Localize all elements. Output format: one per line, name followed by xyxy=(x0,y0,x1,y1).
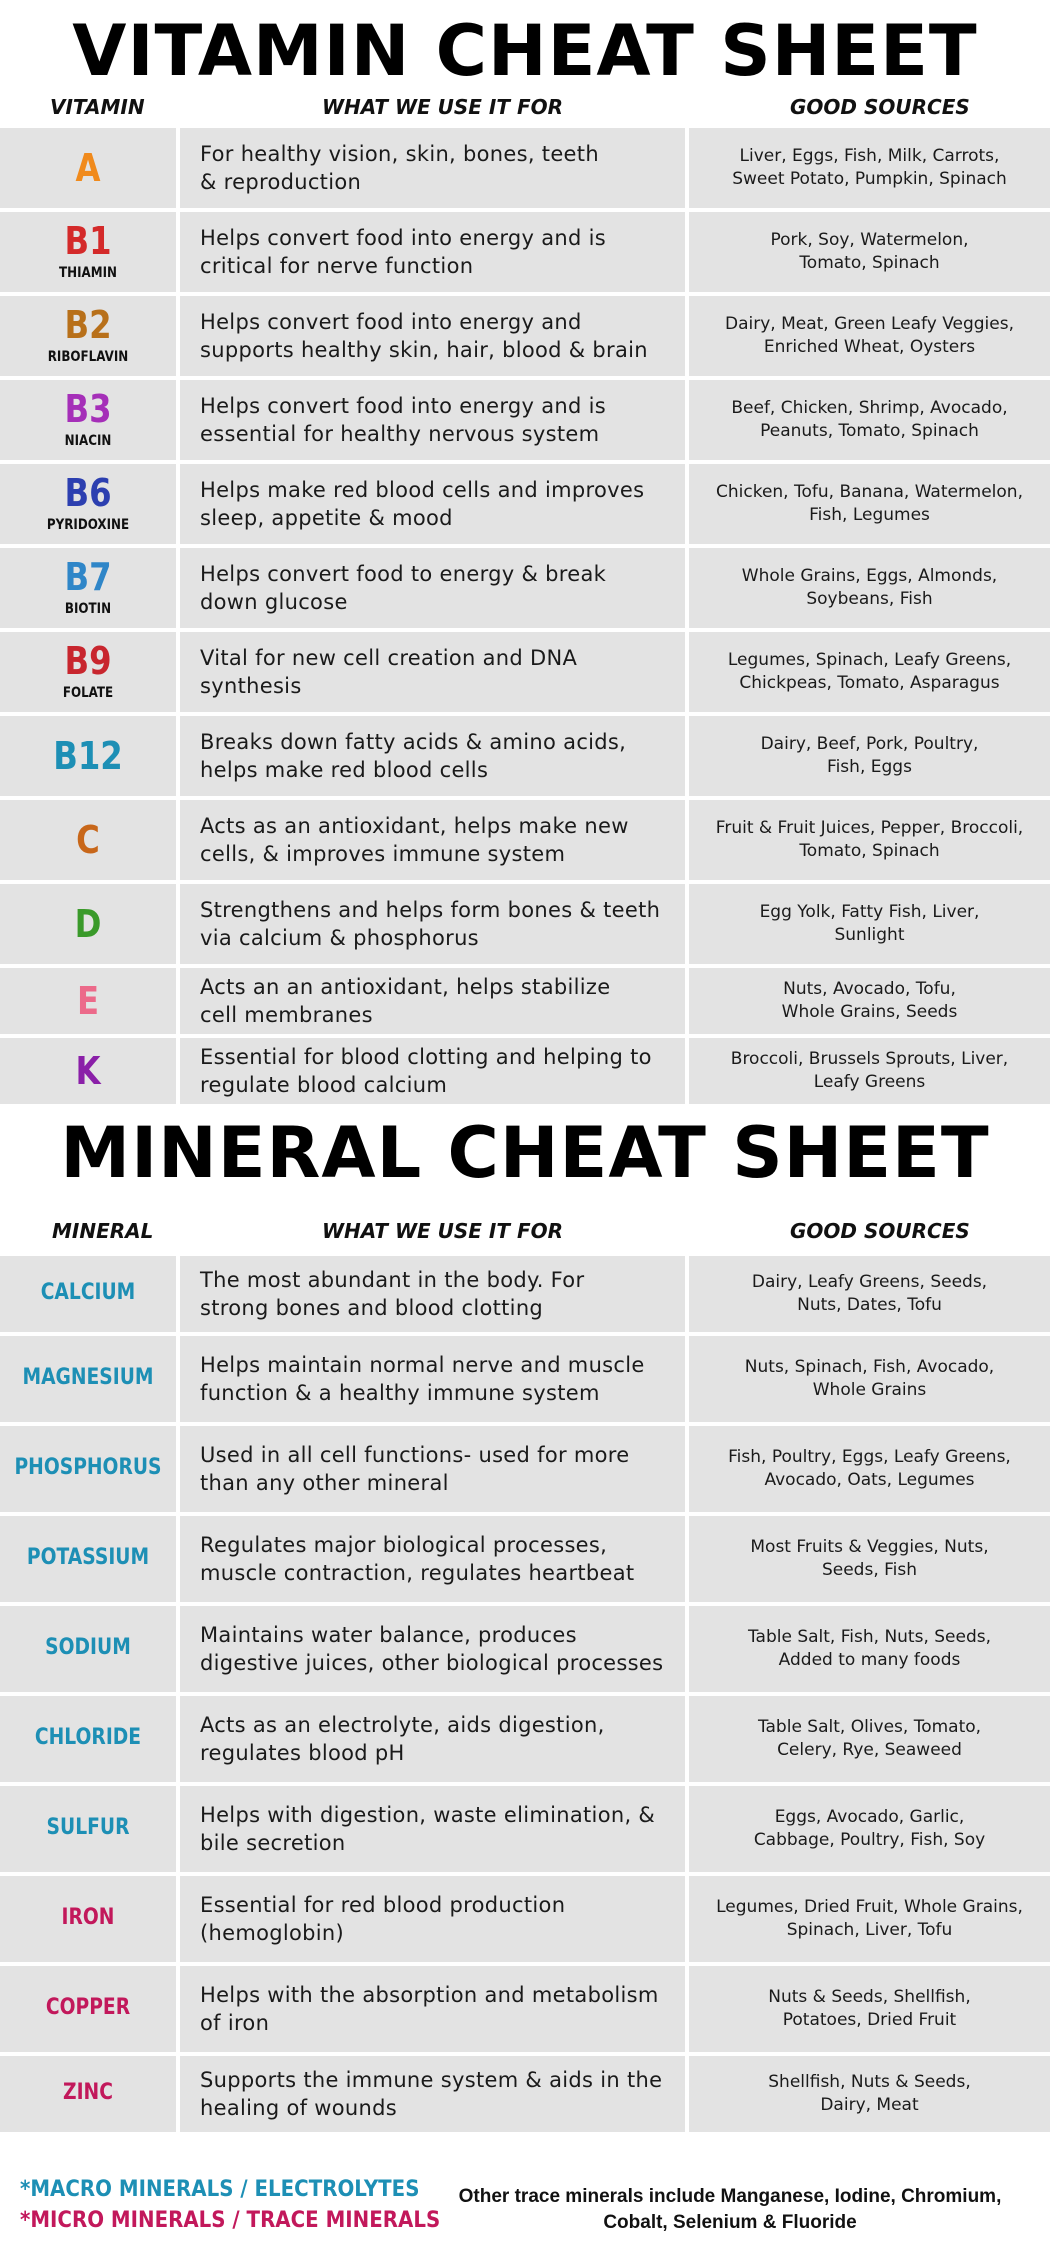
mineral-use-cell xyxy=(180,1256,685,1332)
mineral-name: CALCIUM xyxy=(40,1280,136,1305)
mineral-row xyxy=(0,1966,1050,2052)
mineral-sources-line: Potatoes, Dried Fruit xyxy=(782,2010,957,2030)
vitamin-sources-line: Legumes, Spinach, Leafy Greens, xyxy=(727,650,1012,670)
vitamin-letter: E xyxy=(76,979,100,1023)
mineral-sources-text xyxy=(689,1806,1050,1852)
mineral-use-line: Helps with the absorption and metabolism xyxy=(200,1983,659,2007)
vitamin-sources-cell xyxy=(689,296,1050,376)
mineral-use-text xyxy=(200,1351,680,1407)
vitamin-name-cell xyxy=(0,968,176,1034)
mineral-sources-line: Nuts, Dates, Tofu xyxy=(797,1295,942,1315)
vitamin-use-line: regulate blood calcium xyxy=(200,1073,448,1097)
vitamin-sources-line: Sunlight xyxy=(834,925,905,945)
mineral-sources-cell xyxy=(689,1516,1050,1602)
vitamin-sources-text xyxy=(689,397,1050,443)
mineral-name: SODIUM xyxy=(45,1635,131,1660)
mineral-sources-line: Dairy, Meat xyxy=(820,2095,919,2115)
mineral-sources-line: Celery, Rye, Seaweed xyxy=(777,1740,962,1760)
mineral-use-line: strong bones and blood clotting xyxy=(200,1296,544,1320)
mineral-use-line: Helps with digestion, waste elimination, & xyxy=(200,1803,656,1827)
mineral-row xyxy=(0,1516,1050,1602)
vitamin-row xyxy=(0,380,1050,460)
vitamin-sources-cell xyxy=(689,884,1050,964)
vitamin-use-line: Strengthens and helps form bones & teeth xyxy=(200,898,661,922)
vitamin-use-line: Acts an an antioxidant, helps stabilize xyxy=(200,975,611,999)
vitamin-sources-line: Chicken, Tofu, Banana, Watermelon, xyxy=(715,482,1023,502)
mineral-name: PHOSPHORUS xyxy=(14,1455,162,1480)
mineral-row xyxy=(0,1256,1050,1332)
mineral-use-cell xyxy=(180,1516,685,1602)
mineral-name: SULFUR xyxy=(46,1815,130,1840)
vitamin-use-cell xyxy=(180,968,685,1034)
mineral-sheet-title: MINERAL CHEAT SHEET xyxy=(60,1112,990,1194)
vitamin-name-cell xyxy=(0,632,176,712)
mineral-sources-line: Legumes, Dried Fruit, Whole Grains, xyxy=(716,1897,1023,1917)
vitamin-name-cell xyxy=(0,212,176,292)
legend-micro-minerals: *MICRO MINERALS / TRACE MINERALS xyxy=(20,2208,441,2233)
mineral-use-cell xyxy=(180,1696,685,1782)
vitamin-use-cell xyxy=(180,296,685,376)
mineral-row xyxy=(0,1876,1050,1962)
vitamin-use-cell xyxy=(180,212,685,292)
vitamin-use-text xyxy=(200,644,680,700)
mineral-use-text xyxy=(200,1531,680,1587)
mineral-sources-cell xyxy=(689,1336,1050,1422)
mineral-use-line: Maintains water balance, produces xyxy=(200,1623,577,1647)
vitamin-sources-cell xyxy=(689,800,1050,880)
vitamin-use-cell xyxy=(180,548,685,628)
mineral-sources-line: Avocado, Oats, Legumes xyxy=(764,1470,975,1490)
vitamin-use-cell xyxy=(180,1038,685,1104)
vitamin-chemical-name: RIBOFLAVIN xyxy=(47,349,129,365)
vitamin-row xyxy=(0,464,1050,544)
vitamin-name-cell xyxy=(0,1038,176,1104)
mineral-use-text xyxy=(200,1891,680,1947)
mineral-sources-line: Spinach, Liver, Tofu xyxy=(786,1920,953,1940)
vitamin-row xyxy=(0,632,1050,712)
vitamin-letter: B1 xyxy=(64,219,112,263)
vitamin-use-cell xyxy=(180,464,685,544)
vitamin-use-text xyxy=(200,392,680,448)
vitamin-use-line: synthesis xyxy=(200,674,302,698)
vitamin-column-header: VITAMIN xyxy=(50,95,145,119)
vitamin-use-line: sleep, appetite & mood xyxy=(200,506,453,530)
vitamin-use-text xyxy=(200,560,680,616)
vitamin-letter: B9 xyxy=(64,639,112,683)
vitamin-sources-text xyxy=(689,229,1050,275)
vitamin-use-line: Helps make red blood cells and improves xyxy=(200,478,645,502)
mineral-use-text xyxy=(200,1801,680,1857)
vitamin-name-cell xyxy=(0,296,176,376)
vitamin-name-cell xyxy=(0,800,176,880)
vitamin-sources-line: Fish, Eggs xyxy=(827,757,912,777)
vitamin-chemical-name: PYRIDOXINE xyxy=(46,517,130,533)
mineral-use-line: regulates blood pH xyxy=(200,1741,405,1765)
mineral-use-line: Regulates major biological processes, xyxy=(200,1533,608,1557)
mineral-name-cell xyxy=(0,1336,176,1422)
mineral-name: CHLORIDE xyxy=(34,1725,142,1750)
vitamin-name-cell xyxy=(0,464,176,544)
vitamin-use-text xyxy=(200,224,680,280)
mineral-sources-line: Cabbage, Poultry, Fish, Soy xyxy=(753,1830,986,1850)
mineral-use-text xyxy=(200,1711,680,1767)
mineral-sources-text xyxy=(689,1536,1050,1582)
mineral-sources-text xyxy=(689,1626,1050,1672)
vitamin-chemical-name: NIACIN xyxy=(64,433,112,449)
vitamin-use-text xyxy=(200,1043,680,1099)
vitamin-sources-line: Nuts, Avocado, Tofu, xyxy=(783,979,956,999)
mineral-name-cell xyxy=(0,1966,176,2052)
mineral-use-text xyxy=(200,1981,680,2037)
vitamin-use-line: Essential for blood clotting and helping to xyxy=(200,1045,652,1069)
mineral-name-cell xyxy=(0,1426,176,1512)
vitamin-sources-cell xyxy=(689,212,1050,292)
vitamin-sources-cell xyxy=(689,548,1050,628)
vitamin-use-line: critical for nerve function xyxy=(200,254,474,278)
vitamin-use-text xyxy=(200,308,680,364)
vitamin-use-line: supports healthy skin, hair, blood & brain xyxy=(200,338,648,362)
vitamin-sources-line: Dairy, Meat, Green Leafy Veggies, xyxy=(725,314,1014,334)
mineral-use-line: Essential for red blood production xyxy=(200,1893,566,1917)
vitamin-use-cell xyxy=(180,632,685,712)
mineral-use-column-header: WHAT WE USE IT FOR xyxy=(322,1219,564,1243)
mineral-use-text xyxy=(200,1621,680,1677)
mineral-sources-line: Shellfish, Nuts & Seeds, xyxy=(768,2072,971,2092)
legend-macro-minerals: *MACRO MINERALS / ELECTROLYTES xyxy=(20,2177,420,2202)
mineral-use-line: muscle contraction, regulates heartbeat xyxy=(200,1561,635,1585)
vitamin-sources-cell xyxy=(689,380,1050,460)
vitamin-use-line: Vital for new cell creation and DNA xyxy=(200,646,578,670)
mineral-row xyxy=(0,1786,1050,1872)
vitamin-use-text xyxy=(200,812,680,868)
vitamin-letter: B7 xyxy=(64,555,112,599)
vitamin-chemical-name: FOLATE xyxy=(62,685,114,701)
mineral-row xyxy=(0,1426,1050,1512)
mineral-name: COPPER xyxy=(45,1995,131,2020)
mineral-use-line: The most abundant in the body. For xyxy=(200,1268,585,1292)
vitamin-sources-text xyxy=(689,481,1050,527)
mineral-use-line: (hemoglobin) xyxy=(200,1921,345,1945)
vitamin-sources-line: Peanuts, Tomato, Spinach xyxy=(760,421,979,441)
mineral-name-cell xyxy=(0,1256,176,1332)
vitamin-name-cell xyxy=(0,716,176,796)
mineral-use-text xyxy=(200,1266,680,1322)
mineral-sources-cell xyxy=(689,1256,1050,1332)
vitamin-sources-line: Beef, Chicken, Shrimp, Avocado, xyxy=(731,398,1008,418)
mineral-sources-text xyxy=(689,1896,1050,1942)
vitamin-sources-cell xyxy=(689,464,1050,544)
vitamin-name-cell xyxy=(0,380,176,460)
vitamin-use-line: & reproduction xyxy=(200,170,362,194)
mineral-use-line: of iron xyxy=(200,2011,270,2035)
vitamin-row xyxy=(0,716,1050,796)
vitamin-letter: A xyxy=(75,146,101,190)
mineral-row xyxy=(0,1606,1050,1692)
vitamin-sources-cell xyxy=(689,632,1050,712)
vitamin-sources-line: Whole Grains, Eggs, Almonds, xyxy=(741,566,998,586)
vitamin-use-line: via calcium & phosphorus xyxy=(200,926,479,950)
vitamin-use-line: cell membranes xyxy=(200,1003,373,1027)
vitamin-use-text xyxy=(200,728,680,784)
mineral-use-line: digestive juices, other biological processes xyxy=(200,1651,664,1675)
mineral-name-cell xyxy=(0,1606,176,1692)
vitamin-sources-line: Enriched Wheat, Oysters xyxy=(763,337,976,357)
mineral-sources-line: Fish, Poultry, Eggs, Leafy Greens, xyxy=(728,1447,1011,1467)
vitamin-use-line: Acts as an antioxidant, helps make new xyxy=(200,814,629,838)
vitamin-name-cell xyxy=(0,548,176,628)
vitamin-row xyxy=(0,800,1050,880)
vitamin-row xyxy=(0,1038,1050,1104)
mineral-name-cell xyxy=(0,1786,176,1872)
vitamin-sources-line: Sweet Potato, Pumpkin, Spinach xyxy=(732,169,1007,189)
mineral-sources-cell xyxy=(689,2056,1050,2132)
mineral-name: MAGNESIUM xyxy=(22,1365,154,1390)
vitamin-sources-cell xyxy=(689,1038,1050,1104)
mineral-name: POTASSIUM xyxy=(26,1545,150,1570)
vitamin-sources-text xyxy=(689,901,1050,947)
mineral-sources-line: Eggs, Avocado, Garlic, xyxy=(774,1807,965,1827)
vitamin-sources-line: Chickpeas, Tomato, Asparagus xyxy=(739,673,1000,693)
vitamin-sources-text xyxy=(689,145,1050,191)
vitamin-row xyxy=(0,212,1050,292)
vitamin-sources-text xyxy=(689,1048,1050,1094)
vitamin-letter: B6 xyxy=(64,471,112,515)
vitamin-sources-line: Pork, Soy, Watermelon, xyxy=(770,230,969,250)
mineral-sources-line: Table Salt, Fish, Nuts, Seeds, xyxy=(747,1627,992,1647)
vitamin-sources-line: Leafy Greens xyxy=(813,1072,926,1092)
vitamin-sources-line: Broccoli, Brussels Sprouts, Liver, xyxy=(730,1049,1009,1069)
mineral-sources-cell xyxy=(689,1426,1050,1512)
mineral-row xyxy=(0,1336,1050,1422)
mineral-sources-text xyxy=(689,1986,1050,2032)
mineral-use-line: than any other mineral xyxy=(200,1471,449,1495)
trace-minerals-note-line: Other trace minerals include Manganese, Iodine, Chromium, xyxy=(458,2186,1002,2207)
vitamin-row xyxy=(0,548,1050,628)
mineral-sources-cell xyxy=(689,1786,1050,1872)
vitamin-sources-text xyxy=(689,649,1050,695)
mineral-sources-cell xyxy=(689,1966,1050,2052)
mineral-name-cell xyxy=(0,1696,176,1782)
mineral-use-line: Helps maintain normal nerve and muscle xyxy=(200,1353,645,1377)
mineral-use-line: Used in all cell functions- used for more xyxy=(200,1443,630,1467)
mineral-sources-line: Seeds, Fish xyxy=(821,1560,918,1580)
vitamin-row xyxy=(0,128,1050,208)
vitamin-sources-text xyxy=(689,565,1050,611)
vitamin-letter: B3 xyxy=(64,387,112,431)
vitamin-sources-line: Egg Yolk, Fatty Fish, Liver, xyxy=(759,902,980,922)
mineral-use-line: healing of wounds xyxy=(200,2096,398,2120)
vitamin-letter: C xyxy=(76,818,100,862)
mineral-use-cell xyxy=(180,1336,685,1422)
vitamin-sources-line: Dairy, Beef, Pork, Poultry, xyxy=(760,734,979,754)
mineral-sources-line: Nuts & Seeds, Shellfish, xyxy=(768,1987,971,2007)
vitamin-use-line: Breaks down fatty acids & amino acids, xyxy=(200,730,627,754)
vitamin-sources-line: Fish, Legumes xyxy=(809,505,930,525)
vitamin-use-cell xyxy=(180,800,685,880)
vitamin-use-text xyxy=(200,476,680,532)
vitamin-sources-line: Fruit & Fruit Juices, Pepper, Broccoli, xyxy=(715,818,1024,838)
vitamin-sources-column-header: GOOD SOURCES xyxy=(790,95,970,119)
vitamin-chemical-name: THIAMIN xyxy=(59,265,117,281)
vitamin-use-text xyxy=(200,896,680,952)
mineral-name-cell xyxy=(0,1876,176,1962)
vitamin-use-line: Helps convert food into energy and is xyxy=(200,226,606,250)
mineral-row xyxy=(0,2056,1050,2132)
mineral-sources-text xyxy=(689,1446,1050,1492)
mineral-sources-line: Table Salt, Olives, Tomato, xyxy=(757,1717,982,1737)
mineral-use-cell xyxy=(180,1786,685,1872)
mineral-sources-line: Added to many foods xyxy=(778,1650,961,1670)
vitamin-use-cell xyxy=(180,128,685,208)
vitamin-use-line: helps make red blood cells xyxy=(200,758,489,782)
vitamin-name-cell xyxy=(0,884,176,964)
vitamin-use-line: cells, & improves immune system xyxy=(200,842,566,866)
trace-minerals-note xyxy=(420,2184,1040,2236)
vitamin-use-cell xyxy=(180,884,685,964)
vitamin-use-line: down glucose xyxy=(200,590,348,614)
mineral-use-line: function & a healthy immune system xyxy=(200,1381,600,1405)
vitamin-letter: B12 xyxy=(53,734,123,778)
vitamin-sources-line: Liver, Eggs, Fish, Milk, Carrots, xyxy=(739,146,1000,166)
mineral-sources-cell xyxy=(689,1606,1050,1692)
mineral-use-cell xyxy=(180,1606,685,1692)
vitamin-row xyxy=(0,968,1050,1034)
mineral-use-text xyxy=(200,2066,680,2122)
mineral-sources-line: Most Fruits & Veggies, Nuts, xyxy=(750,1537,989,1557)
vitamin-use-text xyxy=(200,140,680,196)
vitamin-use-line: For healthy vision, skin, bones, teeth xyxy=(200,142,599,166)
mineral-use-cell xyxy=(180,1966,685,2052)
mineral-use-line: bile secretion xyxy=(200,1831,346,1855)
vitamin-sources-cell xyxy=(689,716,1050,796)
mineral-use-text xyxy=(200,1441,680,1497)
mineral-sources-text xyxy=(689,1271,1050,1317)
mineral-name: IRON xyxy=(61,1905,115,1930)
vitamin-use-line: essential for healthy nervous system xyxy=(200,422,600,446)
vitamin-name-cell xyxy=(0,128,176,208)
mineral-use-cell xyxy=(180,1876,685,1962)
vitamin-use-column-header: WHAT WE USE IT FOR xyxy=(322,95,564,119)
trace-minerals-note-line: Cobalt, Selenium & Fluoride xyxy=(603,2212,857,2233)
vitamin-sources-text xyxy=(689,817,1050,863)
mineral-sources-line: Whole Grains xyxy=(812,1380,927,1400)
vitamin-letter: K xyxy=(75,1049,101,1093)
mineral-name-cell xyxy=(0,1516,176,1602)
vitamin-sheet-title: VITAMIN CHEAT SHEET xyxy=(72,10,978,92)
vitamin-use-text xyxy=(200,973,680,1029)
vitamin-sources-line: Tomato, Spinach xyxy=(799,841,940,861)
mineral-sources-text xyxy=(689,1716,1050,1762)
vitamin-use-line: Helps convert food to energy & break xyxy=(200,562,607,586)
mineral-sources-text xyxy=(689,1356,1050,1402)
mineral-name-cell xyxy=(0,2056,176,2132)
vitamin-sources-cell xyxy=(689,128,1050,208)
vitamin-use-line: Helps convert food into energy and xyxy=(200,310,582,334)
vitamin-use-cell xyxy=(180,716,685,796)
mineral-sources-cell xyxy=(689,1696,1050,1782)
mineral-use-cell xyxy=(180,2056,685,2132)
mineral-name: ZINC xyxy=(63,2080,113,2105)
vitamin-sources-line: Soybeans, Fish xyxy=(806,589,933,609)
vitamin-sources-cell xyxy=(689,968,1050,1034)
mineral-use-line: Acts as an electrolyte, aids digestion, xyxy=(200,1713,605,1737)
mineral-column-header: MINERAL xyxy=(52,1219,154,1243)
vitamin-sources-text xyxy=(689,733,1050,779)
vitamin-row xyxy=(0,296,1050,376)
mineral-sources-line: Dairy, Leafy Greens, Seeds, xyxy=(751,1272,988,1292)
vitamin-chemical-name: BIOTIN xyxy=(64,601,112,617)
vitamin-use-cell xyxy=(180,380,685,460)
vitamin-use-line: Helps convert food into energy and is xyxy=(200,394,606,418)
mineral-row xyxy=(0,1696,1050,1782)
mineral-sources-line: Nuts, Spinach, Fish, Avocado, xyxy=(744,1357,995,1377)
mineral-sources-column-header: GOOD SOURCES xyxy=(790,1219,970,1243)
vitamin-letter: D xyxy=(74,902,102,946)
mineral-use-line: Supports the immune system & aids in the xyxy=(200,2068,663,2092)
mineral-use-cell xyxy=(180,1426,685,1512)
mineral-sources-text xyxy=(689,2071,1050,2117)
vitamin-sources-text xyxy=(689,313,1050,359)
vitamin-sources-line: Whole Grains, Seeds xyxy=(781,1002,958,1022)
vitamin-sources-text xyxy=(689,978,1050,1024)
vitamin-letter: B2 xyxy=(64,303,112,347)
vitamin-row xyxy=(0,884,1050,964)
mineral-sources-cell xyxy=(689,1876,1050,1962)
vitamin-sources-line: Tomato, Spinach xyxy=(799,253,940,273)
